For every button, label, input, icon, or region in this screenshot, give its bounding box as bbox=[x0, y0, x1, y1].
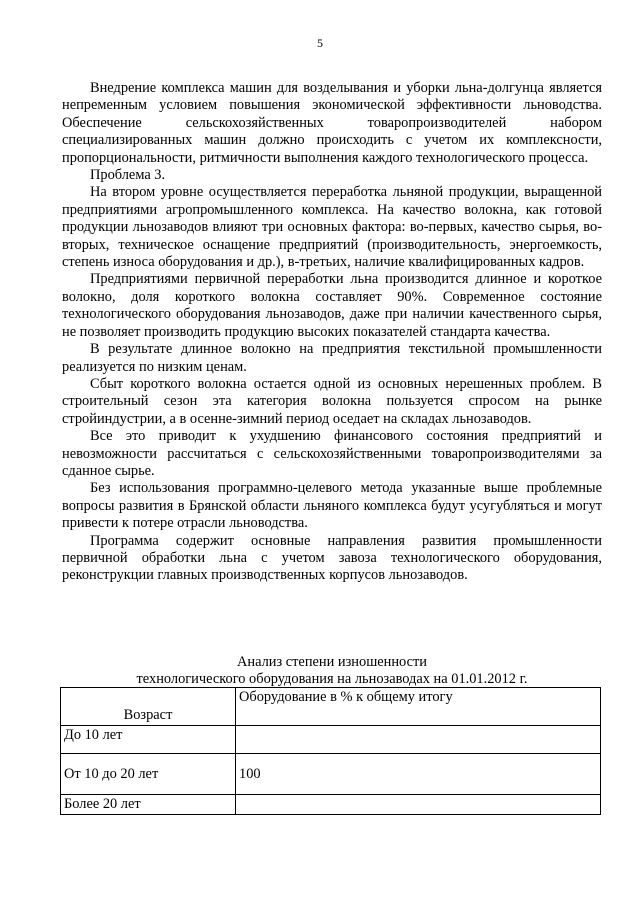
paragraph: Программа содержит основные направления развития промышленности первичной обработки льна с учетом завоза технологического оборудования, реконструкции главных производственных корпусов льнозаводов. bbox=[62, 532, 602, 584]
table-caption-line: технологического оборудования на льнозаводах на 01.01.2012 г. bbox=[136, 671, 528, 688]
paragraph: Сбыт короткого волокна остается одной из основных нерешенных проблем. В строительный сезон эта категория волокна пользуется спросом на рынке стройиндустрии, а в осенне-зимний период оседает на складах льнозаводов. bbox=[62, 375, 602, 427]
paragraph: Все это приводит к ухудшению финансового состояния предприятий и невозможности рассчитаться с сельскохозяйственными товаропроизводителями за сданное сырье. bbox=[62, 428, 602, 479]
age-cell: От 10 до 20 лет bbox=[61, 754, 236, 795]
table-header-row bbox=[61, 688, 601, 726]
paragraph: Проблема 3. bbox=[90, 167, 166, 184]
body-text bbox=[62, 80, 602, 585]
age-cell: Более 20 лет bbox=[61, 795, 236, 815]
paragraph: В результате длинное волокно на предприятия текстильной промышленности реализуется по низким ценам. bbox=[62, 341, 602, 375]
paragraph: На втором уровне осуществляется переработка льняной продукции, выращенной предприятиями агропромышленного комплекса. На качество волокна, как готовой продукции льнозаводов влияют три основных фактора: во-первых, качество сырья, во-вторых, техническое оснащение предприятий (производительность, энергоемкость, степень износа оборудования и др.), в-третьих, наличие квалифицированных кадров. bbox=[62, 184, 602, 271]
table-row bbox=[61, 754, 601, 795]
page-number: 5 bbox=[317, 36, 323, 50]
header-equipment: Оборудование в % к общему итогу bbox=[236, 688, 601, 726]
wear-table bbox=[60, 687, 601, 815]
table-row bbox=[61, 726, 601, 754]
paragraph: Внедрение комплекса машин для возделывания и уборки льна-долгунца является непременным условием повышения экономической эффективности льноводства. Обеспечение сельскохозяйственных товаропроизводителей набором специализированных машин должно происходить с учетом их комплексности, пропорциональности, ритмичности выполнения каждого технологического процесса. bbox=[62, 80, 602, 166]
paragraph: Предприятиями первичной переработки льна производится длинное и короткое волокно, доля короткого волокна составляет 90%. Современное состояние технологического оборудования льнозаводов, даже при наличии качественного сырья, не позволяет производить продукцию высоких показателей стандарта качества. bbox=[62, 271, 602, 340]
table-row bbox=[61, 795, 601, 815]
age-cell: До 10 лет bbox=[61, 726, 236, 754]
header-age: Возраст bbox=[61, 688, 236, 726]
paragraph: Без использования программно-целевого метода указанные выше проблемные вопросы развития в Брянской области льняного комплекса будут усугубляться и могут привести к потере отрасли льноводства. bbox=[62, 480, 602, 532]
value-cell: 100 bbox=[236, 754, 601, 795]
table-caption bbox=[62, 654, 602, 689]
table-caption-line: Анализ степени изношенности bbox=[236, 654, 427, 670]
value-cell bbox=[236, 795, 601, 815]
value-cell bbox=[236, 726, 601, 754]
